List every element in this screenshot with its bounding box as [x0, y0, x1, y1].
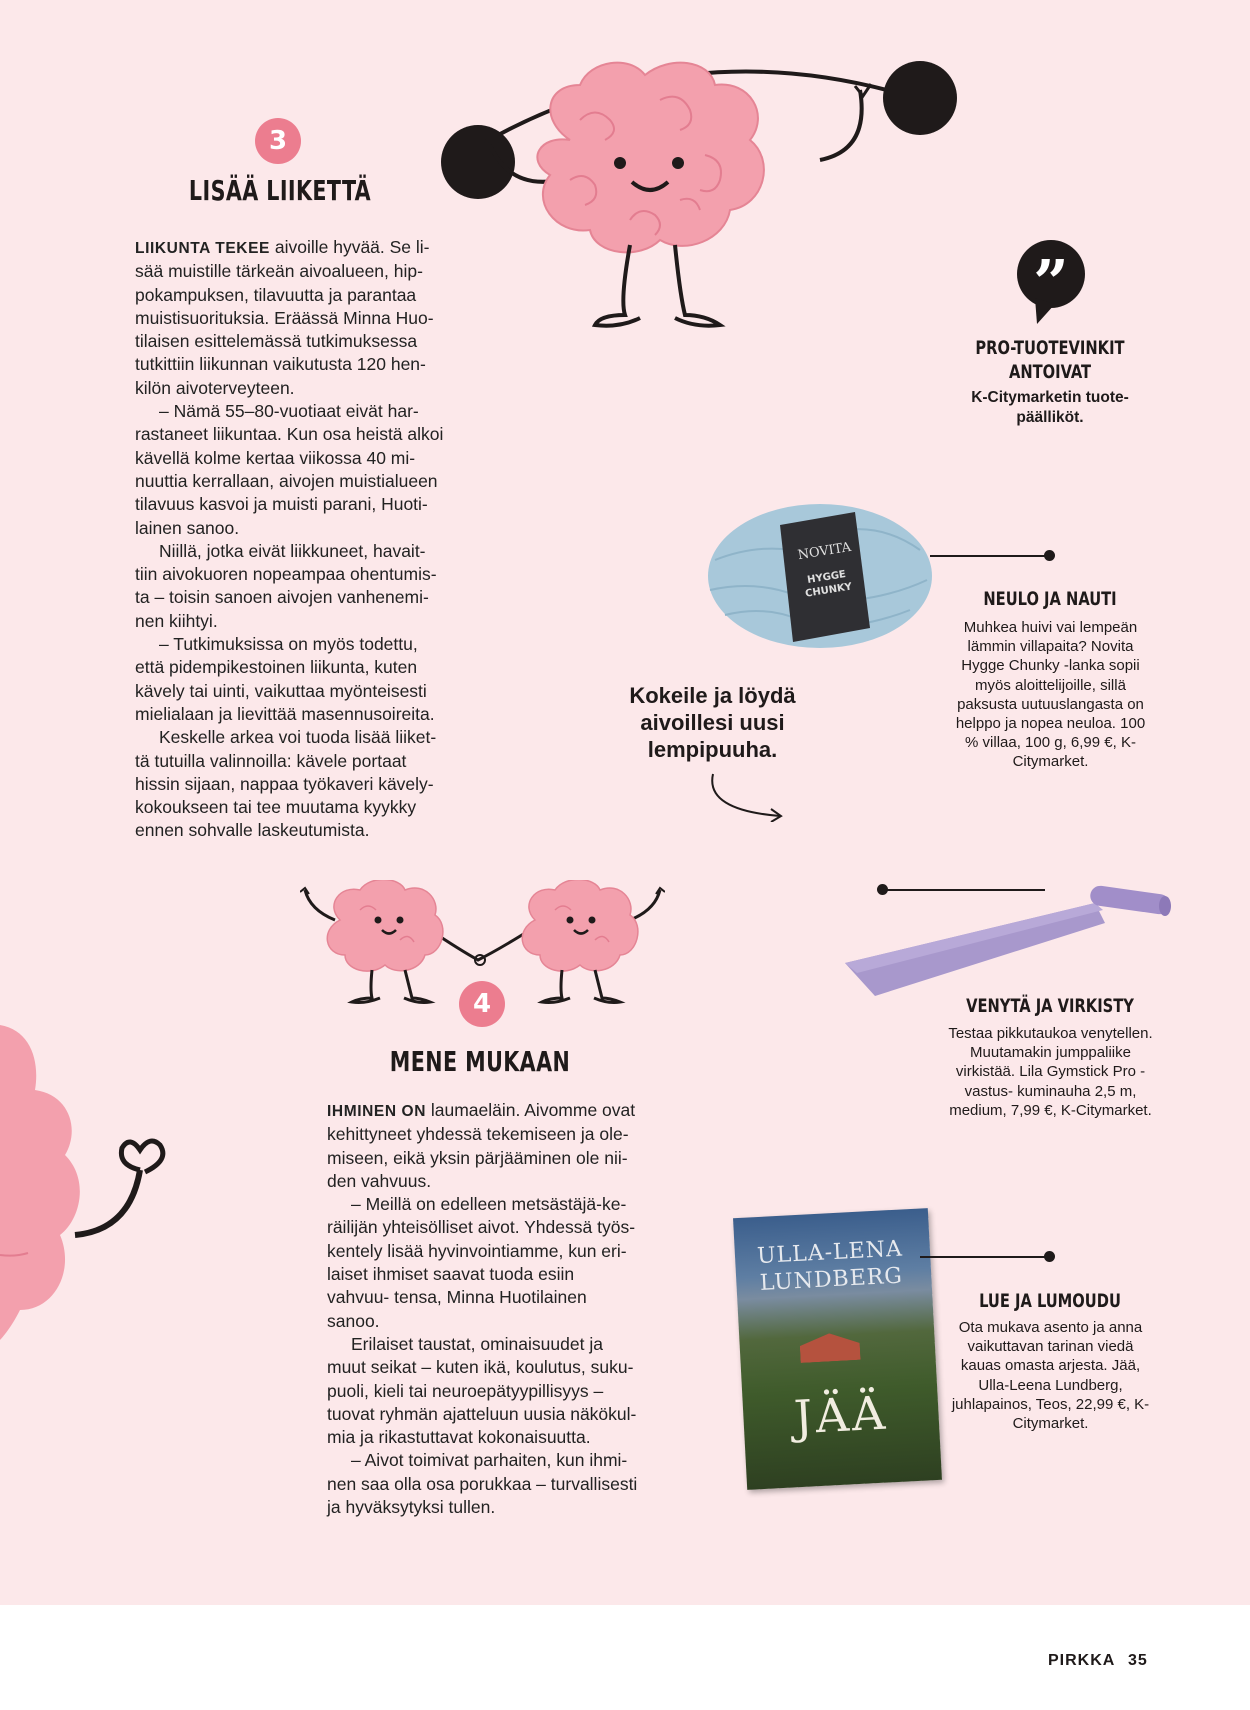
connector-dot	[1044, 550, 1055, 561]
paragraph: aivoille hyvää. Se li- sää muistille tärkeän aivoalueen, hip- pokampuksen, tilavuutta ja parantaa muistisuorituksia. Eräässä Minna Huo- tilaisen esittelemässä tutkimuksessa tutkittiin liikunnan vaikutusta 120 hen- kilön aivoterveyteen.	[135, 237, 434, 398]
svg-text:”: ”	[1033, 246, 1069, 319]
product-title: VENYTÄ JA VIRKISTY	[966, 995, 1134, 1017]
book-title: JÄÄ	[792, 1385, 890, 1445]
connector-line	[930, 555, 1050, 557]
book-cover-image	[733, 1208, 942, 1490]
product-description: Ota mukava asento ja anna vaikuttavan tarinan viedä kauas omasta arjesta. Jää, Ulla-Leena Lundberg, juhlapainos, Teos, 22,99 €, K-Citymarket.	[951, 1319, 1150, 1433]
page-number: 35	[1128, 1652, 1148, 1669]
paragraph: Keskelle arkea voi tuoda lisää liiket- tä tutuilla valinnoilla: kävele portaat hissin sijaan, nappaa työkaveri kävely- kokoukseen tai tee muutama kyykky ennen sohvalle laskeutumista.	[135, 727, 437, 841]
product-description: Muhkea huivi vai lempeän lämmin villapaita? Novita Hygge Chunky -lanka sopii myös aloittelijoille, sillä paksusta uutuuslangasta on helppo ja nopea neuloa. 100 % villaa, 100 g, 6,99 €, K-Citymarket.	[955, 619, 1146, 771]
magazine-name: PIRKKA	[1048, 1652, 1116, 1669]
yarn-ball-image	[705, 500, 935, 652]
book-author: ULLA-LENA LUNDBERG	[756, 1236, 904, 1296]
section-number-badge: 3	[255, 118, 301, 164]
paragraph: – Meillä on edelleen metsästäjä-ke- räilijän yhteisölliset aivot. Yhdessä työs- kentely lisää hyvinvointiamme, kun eri- laiset ihmiset saavat tuoda esiin vahvuu- tensa, Minna Huotilainen sanoo.	[327, 1194, 636, 1331]
partial-brain-illustration	[0, 1020, 180, 1350]
brain-weightlifter-illustration	[430, 60, 970, 370]
quote-icon	[1015, 238, 1087, 324]
paragraph: – Tutkimuksissa on myös todettu, että pidempikestoinen liikunta, kuten kävely tai uinti, vaikuttaa myönteisesti mielialaan ja lievittää masennusoireita.	[135, 634, 435, 724]
paragraph: Erilaiset taustat, ominaisuudet ja muut seikat – kuten ikä, koulutus, suku- puoli, kieli tai neuroepätyypillisyys – tuovat ryhmän ajatteluun uusia näkökul- mia ja rikastuttavat kokonaisuutta.	[327, 1333, 637, 1448]
arrow-icon	[705, 770, 795, 822]
paragraph: laumaeläin. Aivomme ovat kehittyneet yhdessä tekemiseen ja ole- miseen, eikä yksin pärjääminen ole nii- den vahvuus.	[327, 1100, 636, 1191]
article-body-section4	[327, 1099, 639, 1519]
paragraph: – Aivot toimivat parhaiten, kun ihmi- nen saa olla osa porukkaa – turvallisesti ja hyväksytyksi tullen.	[327, 1450, 638, 1518]
resistance-band-image	[845, 878, 1175, 1003]
product-title: NEULO JA NAUTI	[983, 588, 1117, 610]
pro-tips-title: PRO-TUOTEVINKIT ANTOIVAT	[975, 337, 1125, 383]
product-description: Testaa pikkutaukoa venytellen. Muutamakin jumppaliike virkistää. Lila Gymstick Pro -vastus- kuminauha 2,5 m, medium, 7,99 €, K-Citymarket.	[948, 1025, 1153, 1119]
yarn-label-line1: HYGGE	[806, 569, 847, 587]
paragraph: Niillä, jotka eivät liikkuneet, havait- tiin aivokuoren nopeampaa ohentumis- ta – toisin sanoen aivojen vanhenemi- nen kiihtyi.	[135, 540, 437, 631]
product-title: LUE JA LUMOUDU	[979, 1290, 1121, 1312]
callout-text: Kokeile ja löydä aivoillesi uusi lempipuuha.	[629, 683, 796, 762]
lead-in: IHMINEN ON	[327, 1103, 426, 1120]
section-number-badge: 4	[459, 981, 505, 1027]
lead-in: LIIKUNTA TEKEE	[135, 240, 270, 257]
section-heading: MENE MUKAAN	[389, 1045, 571, 1078]
page-footer	[0, 1605, 1250, 1710]
connector-line	[920, 1256, 1050, 1258]
connector-dot	[1044, 1251, 1055, 1262]
pro-tips-subtitle: K-Citymarketin tuote- päälliköt.	[971, 389, 1129, 426]
connector-line	[885, 889, 1045, 891]
section-heading: LISÄÄ LIIKETTÄ	[188, 174, 372, 207]
paragraph: – Nämä 55–80-vuotiaat eivät har- rastaneet liikuntaa. Kun osa heistä alkoi kävellä kolme kertaa viikossa 40 mi- nuuttia kerrallaan, aivojen muistialueen tilavuus kasvoi ja muisti parani, Huoti- lainen sanoo.	[135, 401, 444, 538]
yarn-label-brand: NOVITA	[796, 539, 853, 564]
book-landscape	[799, 1332, 860, 1363]
article-body-section3	[135, 236, 445, 843]
yarn-label-line2: CHUNKY	[804, 581, 853, 600]
